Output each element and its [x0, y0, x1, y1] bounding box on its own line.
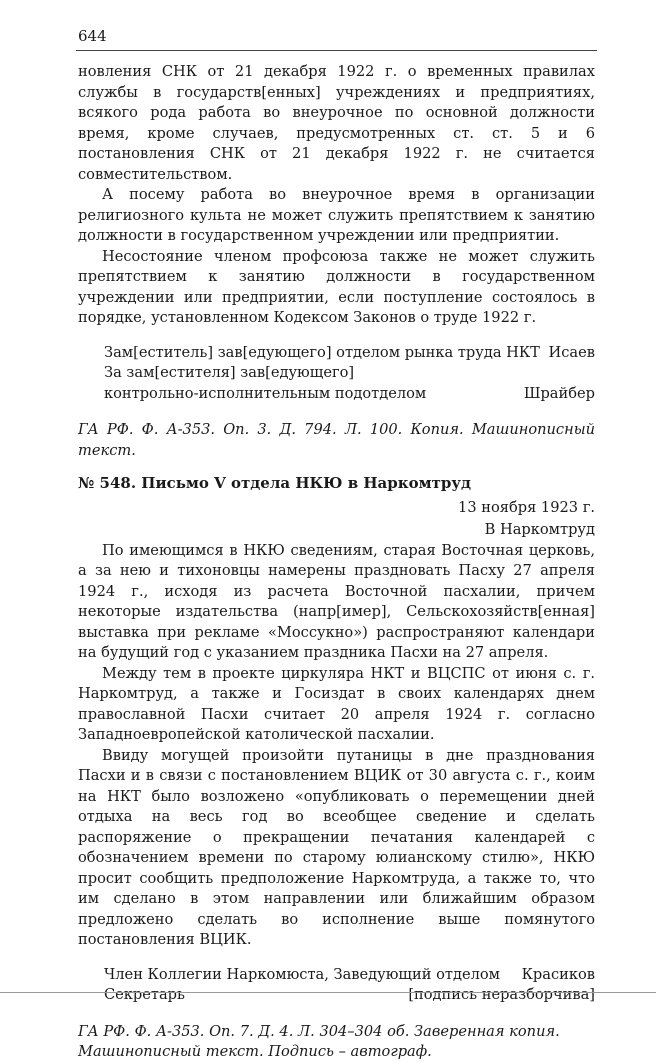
signer-title: Зам[еститель] зав[едующего] отделом рынка труда НКТ [104, 343, 540, 361]
signature-row [104, 343, 595, 364]
header-rule [76, 50, 597, 51]
signer-name: Красиков [521, 965, 595, 983]
doc547-paragraph-2: А посему работа во внеурочное время в организации религиозного культа не может служить препятствием к занятию должности в государственном учреждении или предприятии. [78, 186, 595, 244]
signer-title: контрольно-исполнительным подотделом [104, 384, 427, 402]
signature-row [104, 985, 595, 1006]
signer-name: Исаев [548, 343, 595, 361]
doc548-addressee: В Наркомтруд [484, 521, 595, 538]
doc548-paragraph-3: Ввиду могущей произойти путаницы в дне празднования Пасхи и в связи с постановлением ВЦИК от 30 августа с. г., коим на НКТ было возложено «опубликовать о перемещении дней отдыха на весь год во всеобщее сведение и сделать распоряжение о прекращении печатания календарей с обозначением времени по старому юлианскому стилю», НКЮ просит сообщить предположение Наркомтруда, а также то, что им сделано в этом направлении или ближайшим образом предложено сделать во исполнение выше помянутого постановления ВЦИК. [78, 746, 595, 948]
page-body [78, 62, 595, 1063]
footer-rule [0, 992, 656, 993]
doc548-heading: № 548. Письмо V отдела НКЮ в Наркомтруд [78, 474, 471, 492]
archive-line-2: Машинописный текст. Подпись – автограф. [78, 1043, 432, 1060]
page-number: 644 [78, 27, 107, 45]
signer-title: Член Коллегии Наркомюста, Заведующий отделом [104, 965, 500, 983]
doc548-paragraph-1: По имеющимся в НКЮ сведениям, старая Восточная церковь, а за нею и тихоновцы намерены праздновать Пасху 27 апреля 1924 г., исходя из расчета Восточной пасхалии, причем некоторые издательства (напр[имер], Сельскохозяйств[енная] выставка при рекламе «Моссукно») распространяют календари на будущий год с указанием праздника Пасхи на 27 апреля. [78, 541, 595, 661]
doc548-date: 13 ноября 1923 г. [458, 498, 595, 516]
doc548-archive-reference [78, 1022, 595, 1063]
signer-name: [подпись неразборчива] [408, 986, 595, 1003]
signature-row [104, 384, 595, 405]
signer-name: Шрайбер [523, 384, 595, 402]
signer-title: Секретарь [104, 986, 185, 1003]
doc547-signature-block [104, 343, 595, 405]
signer-title: За зам[естителя] зав[едующего] [104, 364, 355, 381]
signature-row [104, 965, 595, 986]
doc548-signature-block [104, 965, 595, 1006]
doc547-paragraph-3: Несостояние членом профсоюза также не может служить препятствием к занятию должности в государственном учреждении или предприятии, если поступление состоялось в порядке, установленном Кодексом Законов о труде 1922 г. [78, 247, 595, 326]
doc547-archive-reference: ГА РФ. Ф. А-353. Оп. 3. Д. 794. Л. 100. Копия. Машинописный текст. [78, 421, 595, 459]
doc548-paragraph-2: Между тем в проекте циркуляра НКТ и ВЦСПС от июня с. г. Наркомтруд, а также и Госиздат в своих календарях днем православной Пасхи считает 20 апреля 1924 г. согласно Западноевропейской католической пасхалии. [78, 664, 595, 743]
signature-row [104, 363, 595, 384]
doc547-paragraph-1: новления СНК от 21 декабря 1922 г. о временных правилах службы в государств[енных] учреждениях и предприятиях, всякого рода работа во внеурочное по основной должности время, кроме случаев, предусмотренных ст. ст. 5 и 6 постановления СНК от 21 декабря 1922 г. не считается совместительством. [78, 63, 595, 183]
archive-line-1: ГА РФ. Ф. А-353. Оп. 7. Д. 4. Л. 304–304 об. Заверенная копия. [78, 1022, 560, 1040]
